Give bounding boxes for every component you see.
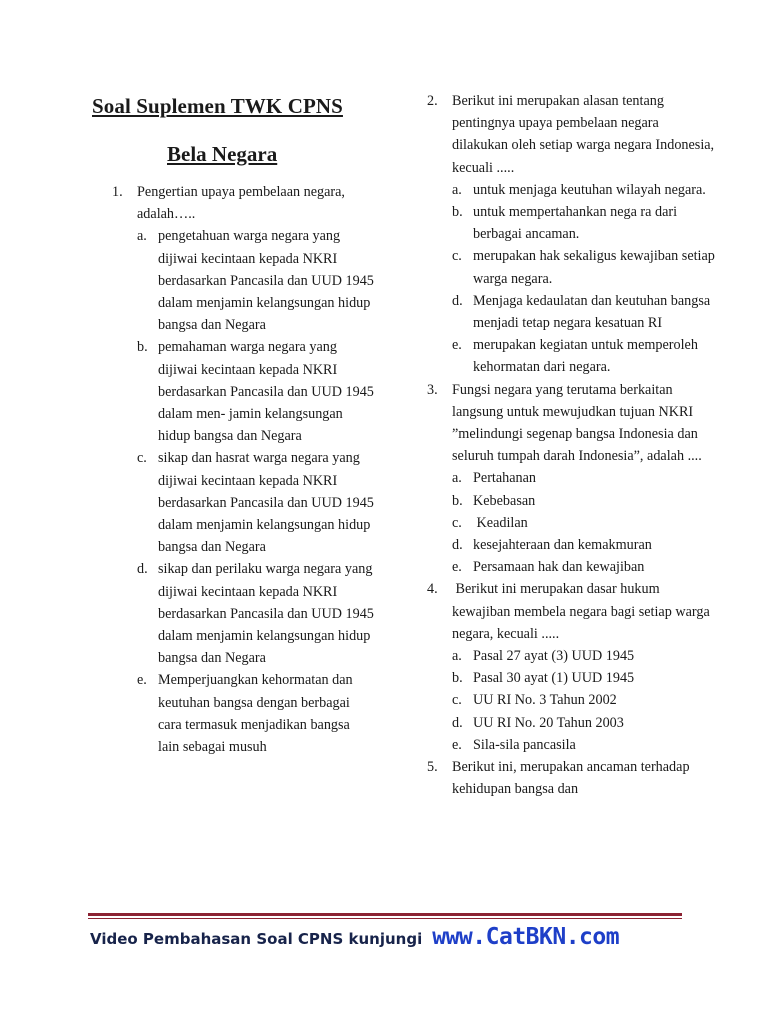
option-text: Keadilan (473, 514, 528, 531)
option-a (452, 645, 717, 667)
question-number: 3. (427, 381, 438, 398)
option-text: Persamaan hak dan kewajiban (473, 559, 645, 576)
question-2 (427, 90, 717, 379)
option-d (137, 558, 374, 669)
option-letter: d. (137, 561, 148, 578)
option-e (452, 734, 717, 756)
option-letter: c. (137, 450, 147, 467)
option-c (452, 689, 717, 711)
option-letter: b. (452, 204, 463, 221)
option-letter: d. (452, 292, 463, 309)
option-text: Kebebasan (473, 492, 536, 509)
option-a (452, 179, 717, 201)
option-c (137, 447, 374, 558)
question-1 (112, 181, 374, 758)
option-letter: a. (452, 648, 462, 665)
option-letter: e. (137, 672, 147, 689)
option-a (452, 467, 717, 489)
left-column (112, 181, 374, 758)
question-number: 5. (427, 759, 438, 776)
option-letter: b. (137, 339, 148, 356)
question-text: Pengertian upaya pembelaan negara, adalah….. (137, 184, 345, 223)
option-letter: c. (452, 514, 462, 531)
question-text: Fungsi negara yang terutama berkaitan langsung untuk mewujudkan tujuan NKRI ”melindungi segenap bangsa Indonesia dan seluruh tumpah darah Indonesia”, adalah .... (452, 381, 702, 465)
option-text: UU RI No. 20 Tahun 2003 (473, 714, 624, 731)
option-text: pemahaman warga negara yang dijiwai kecintaan kepada NKRI berdasarkan Pancasila dan UUD 1945 dalam men- jamin kelangsungan hidup bangsa dan Negara (158, 339, 374, 445)
option-text: UU RI No. 3 Tahun 2002 (473, 692, 617, 709)
option-letter: e. (452, 337, 462, 354)
option-b (452, 667, 717, 689)
option-text: merupakan hak sekaligus kewajiban setiap warga negara. (473, 248, 715, 287)
option-text: sikap dan hasrat warga negara yang dijiwai kecintaan kepada NKRI berdasarkan Pancasila dan UUD 1945 dalam menjamin kelangsungan hidup bangsa dan Negara (158, 450, 374, 556)
option-a (137, 225, 374, 336)
option-text: Pasal 30 ayat (1) UUD 1945 (473, 670, 635, 687)
option-letter: e. (452, 559, 462, 576)
option-b (137, 336, 374, 447)
option-text: Pasal 27 ayat (3) UUD 1945 (473, 648, 635, 665)
option-b (452, 490, 717, 512)
option-d (452, 534, 717, 556)
option-e (452, 556, 717, 578)
option-text: pengetahuan warga negara yang dijiwai kecintaan kepada NKRI berdasarkan Pancasila dan UUD 1945 dalam menjamin kelangsungan hidup bangsa dan Negara (158, 228, 374, 334)
footer-divider-thin (88, 918, 682, 919)
option-letter: c. (452, 248, 462, 265)
question-text: Berikut ini, merupakan ancaman terhadap kehidupan bangsa dan (452, 759, 690, 798)
footer-text: Video Pembahasan Soal CPNS kunjungi (90, 930, 423, 948)
right-column (427, 90, 717, 801)
option-letter: a. (137, 228, 147, 245)
question-text: Berikut ini merupakan alasan tentang pentingnya upaya pembelaan negara dilakukan oleh setiap warga negara Indonesia, kecuali ..... (452, 93, 715, 176)
question-number: 2. (427, 93, 438, 109)
option-d (452, 290, 717, 334)
option-letter: e. (452, 736, 462, 753)
option-e (137, 669, 374, 758)
option-letter: b. (452, 492, 463, 509)
option-e (452, 334, 717, 378)
option-c (452, 245, 717, 289)
question-number: 4. (427, 581, 438, 598)
option-letter: d. (452, 714, 463, 731)
option-d (452, 712, 717, 734)
footer-website-link[interactable]: www.CatBKN.com (432, 924, 620, 950)
question-5 (427, 756, 717, 800)
option-letter: d. (452, 537, 463, 554)
option-text: Memperjuangkan kehormatan dan keutuhan bangsa dengan berbagai cara termasuk menjadikan bangsa lain sebagai musuh (158, 672, 353, 756)
option-text: merupakan kegiatan untuk memperoleh kehormatan dari negara. (473, 337, 698, 376)
option-c (452, 512, 717, 534)
option-text: sikap dan perilaku warga negara yang dijiwai kecintaan kepada NKRI berdasarkan Pancasila dan UUD 1945 dalam menjamin kelangsungan hidup bangsa dan Negara (158, 561, 374, 667)
option-text: Pertahanan (473, 470, 537, 487)
footer-divider (88, 913, 682, 916)
question-number: 1. (112, 184, 123, 200)
option-letter: b. (452, 670, 463, 687)
option-text: Sila-sila pancasila (473, 736, 576, 753)
question-4 (427, 578, 717, 756)
option-text: Menjaga kedaulatan dan keutuhan bangsa menjadi tetap negara kesatuan RI (473, 292, 711, 332)
option-letter: c. (452, 692, 462, 709)
document-subtitle: Bela Negara (167, 142, 278, 166)
option-letter: a. (452, 470, 462, 487)
document-title: Soal Suplemen TWK CPNS (92, 94, 343, 118)
option-text: untuk menjaga keutuhan wilayah negara. (473, 181, 706, 198)
question-text: Berikut ini merupakan dasar hukum kewajiban membela negara bagi setiap warga negara, kecuali ..... (452, 581, 714, 642)
option-text: untuk mempertahankan nega ra dari berbagai ancaman. (473, 204, 678, 243)
option-text: kesejahteraan dan kemakmuran (473, 537, 652, 554)
option-b (452, 201, 717, 245)
option-letter: a. (452, 181, 462, 198)
footer (90, 924, 690, 964)
question-3 (427, 379, 717, 579)
